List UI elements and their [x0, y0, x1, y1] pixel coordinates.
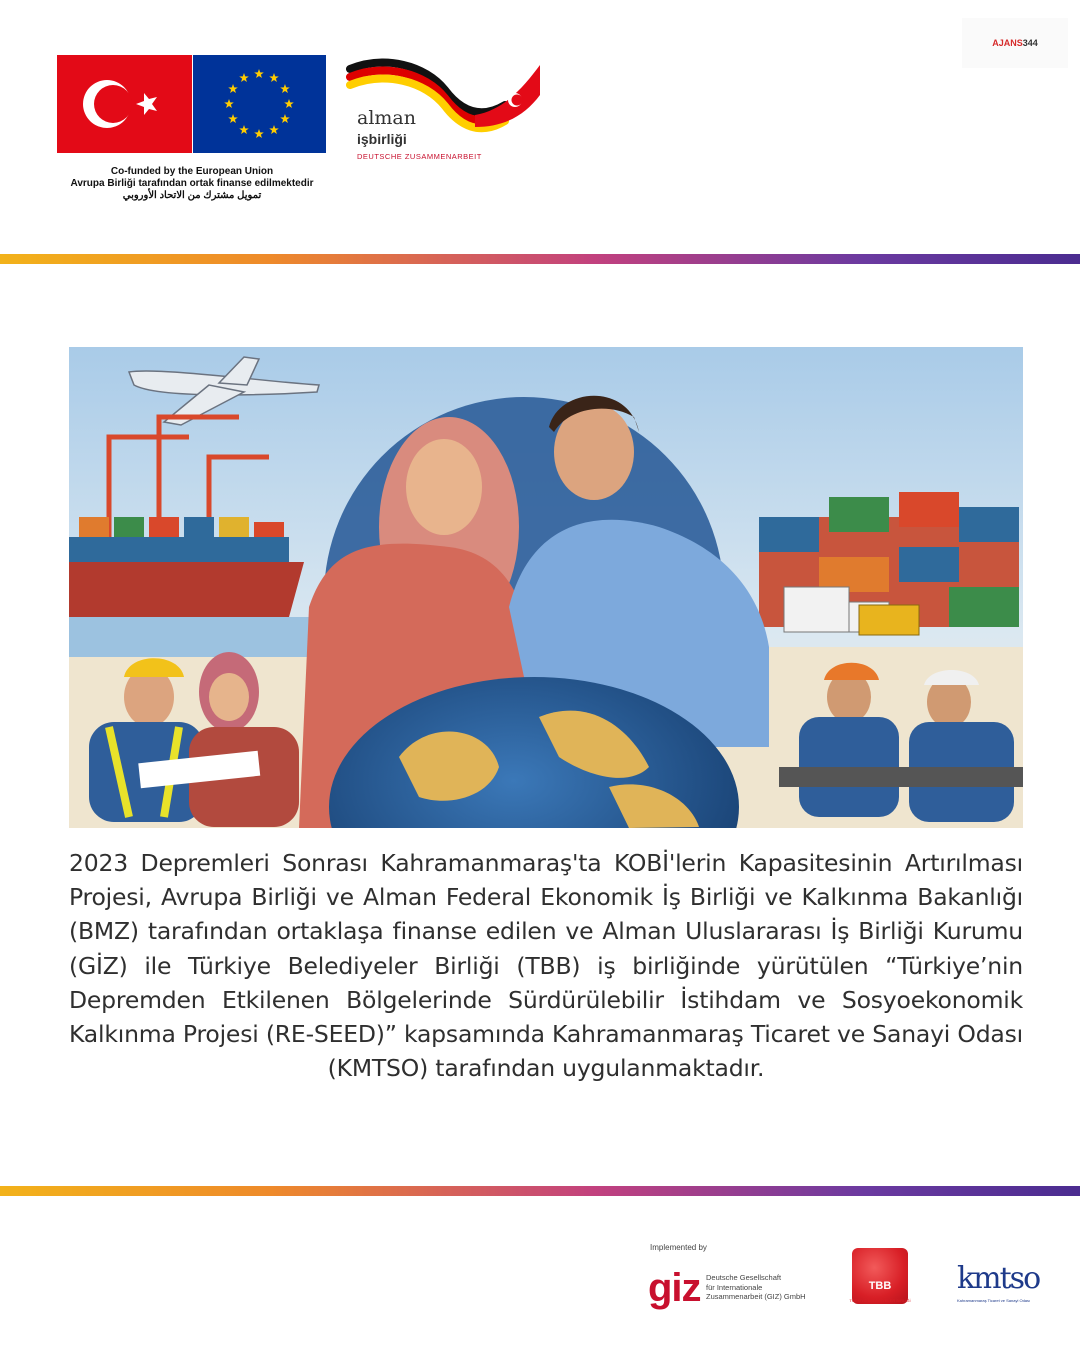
- cofunded-en: Co-funded by the European Union: [110, 166, 274, 177]
- eu-star-icon: [284, 99, 294, 108]
- giz-logo: giz: [648, 1266, 701, 1310]
- eu-star-icon: [239, 73, 249, 82]
- kmtso-logo-icon: kmtso: [957, 1261, 1040, 1296]
- isbirligi-label: işbirliği: [357, 131, 407, 147]
- eu-star-icon: [280, 114, 290, 123]
- tbb-subtitle: TÜRKİYE BELEDİYELER BİRLİĞİ: [849, 1298, 911, 1303]
- tbb-label: TBB: [868, 1280, 892, 1292]
- eu-star-icon: [239, 125, 249, 134]
- implemented-by-label: Implemented by: [650, 1243, 707, 1252]
- giz-subtitle: [706, 1273, 806, 1302]
- cofunded-ar: تمويل مشترك من الاتحاد الأوروبي: [122, 190, 262, 201]
- ajans-number-text: 344: [1022, 38, 1038, 48]
- giz-line-1: Deutsche Gesellschaft: [706, 1273, 782, 1282]
- deutsche-zusammenarbeit-label: DEUTSCHE ZUSAMMENARBEIT: [357, 152, 482, 161]
- project-description: 2023 Depremleri Sonrası Kahramanmaraş'ta KOBİ'lerin Kapasitesinin Artırılması Projesi, Avrupa Birliği ve Alman Federal Ekonomik İş Birliği ve Kalkınma Bakanlığı (BMZ) tarafından ortaklaşa finanse edilen ve Alman Uluslararası İş Birliği Kurumu (GİZ) ile Türkiye Belediyeler Birliği (TBB) iş birliğinde yürütülen “Türkiye’nin Depremden Etkilenen Bölgelerinde Sürdürülebilir İstihdam ve Sosyoekonomik Kalkınma Projesi (RE-SEED)” kapsamında Kahramanmaraş Ticaret ve Sanayi Odası (KMTSO) tarafından uygulanmaktadır.: [69, 849, 1023, 1083]
- eu-star-icon: [269, 73, 279, 82]
- eu-flag-icon: [193, 55, 326, 153]
- gradient-divider-top: [0, 254, 1080, 264]
- giz-line-3: Zusammenarbeit (GIZ) GmbH: [706, 1292, 806, 1301]
- alman-label: alman: [357, 107, 416, 129]
- kmtso-subtitle: Kahramanmaraş Ticaret ve Sanayi Odası: [957, 1298, 1031, 1303]
- gradient-divider-bottom: [0, 1186, 1080, 1196]
- giz-line-2: für Internationale: [706, 1282, 763, 1292]
- eu-star-icon: [280, 84, 290, 93]
- eu-star-icon: [269, 125, 279, 134]
- ajans344-logo: [962, 18, 1068, 68]
- eu-star-icon: [228, 84, 238, 93]
- cofunded-caption: [57, 166, 327, 202]
- eu-star-icon: [254, 129, 264, 138]
- eu-star-icon: [254, 69, 264, 78]
- eu-star-icon: [224, 99, 234, 108]
- project-illustration: [69, 347, 1023, 828]
- cofunded-tr: Avrupa Birliği tarafından ortak finanse edilmektedir: [70, 178, 314, 189]
- tbb-logo-icon: [852, 1248, 908, 1304]
- ajans-red-text: AJANS: [992, 38, 1023, 48]
- eu-star-icon: [228, 114, 238, 123]
- turkey-flag-icon: [57, 55, 192, 153]
